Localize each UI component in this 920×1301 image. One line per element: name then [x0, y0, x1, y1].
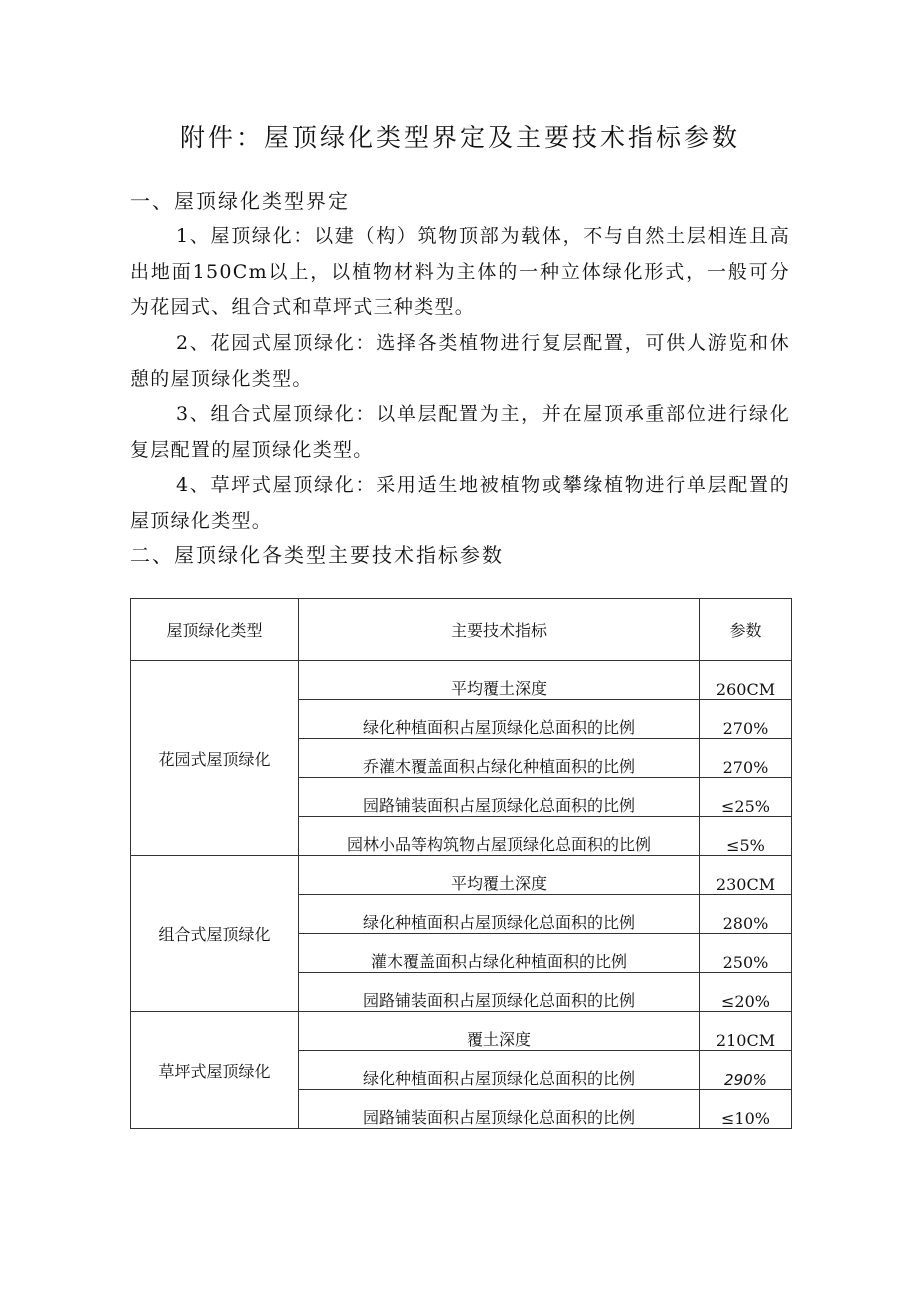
indicator-cell: 园路铺装面积占屋顶绿化总面积的比例: [299, 1090, 700, 1129]
table-row: [131, 856, 792, 895]
indicator-cell: 绿化种植面积占屋顶绿化总面积的比例: [299, 1051, 700, 1090]
value-cell: 250%: [700, 934, 792, 973]
indicator-cell: 灌木覆盖面积占绿化种植面积的比例: [299, 934, 700, 973]
table-header-row: [131, 599, 792, 661]
header-indicator: 主要技术指标: [299, 599, 700, 661]
page-title: 附件：屋顶绿化类型界定及主要技术指标参数: [179, 123, 740, 152]
table-row: [131, 1012, 792, 1051]
header-type: 屋顶绿化类型: [131, 599, 299, 661]
indicator-cell: 园林小品等构筑物占屋顶绿化总面积的比例: [299, 817, 700, 856]
indicator-cell: 覆土深度: [299, 1012, 700, 1051]
value-cell: 210CM: [700, 1012, 792, 1051]
section-2-heading: 二、屋顶绿化各类型主要技术指标参数: [130, 543, 504, 567]
indicator-cell: 平均覆土深度: [299, 856, 700, 895]
value-cell: ≤25%: [700, 778, 792, 817]
type-cell-lawn: 草坪式屋顶绿化: [131, 1012, 299, 1129]
indicator-cell: 绿化种植面积占屋顶绿化总面积的比例: [299, 700, 700, 739]
value-cell: 270%: [700, 739, 792, 778]
indicator-cell: 绿化种植面积占屋顶绿化总面积的比例: [299, 895, 700, 934]
value-cell: 260CM: [700, 661, 792, 700]
value-cell: 290%: [700, 1051, 792, 1090]
section-1-heading: 一、屋顶绿化类型界定: [130, 189, 350, 213]
paragraph-3: 3、组合式屋顶绿化：以单层配置为主，并在屋顶承重部位进行绿化复层配置的屋顶绿化类型。: [130, 403, 790, 461]
value-cell: ≤20%: [700, 973, 792, 1012]
indicator-cell: 园路铺装面积占屋顶绿化总面积的比例: [299, 778, 700, 817]
type-cell-garden: 花园式屋顶绿化: [131, 661, 299, 856]
value-cell: 270%: [700, 700, 792, 739]
paragraph-2: 2、花园式屋顶绿化：选择各类植物进行复层配置，可供人游览和休憩的屋顶绿化类型。: [130, 332, 790, 390]
value-cell: ≤5%: [700, 817, 792, 856]
value-cell: ≤10%: [700, 1090, 792, 1129]
type-cell-combined: 组合式屋顶绿化: [131, 856, 299, 1012]
indicator-cell: 乔灌木覆盖面积占绿化种植面积的比例: [299, 739, 700, 778]
technical-indicators-table: [130, 598, 792, 1129]
value-cell: 230CM: [700, 856, 792, 895]
table-row: [131, 661, 792, 700]
paragraph-1: 1、屋顶绿化：以建（构）筑物顶部为载体，不与自然土层相连且高出地面150Cm以上，以植物材料为主体的一种立体绿化形式，一般可分为花园式、组合式和草坪式三种类型。: [130, 225, 790, 318]
indicator-cell: 平均覆土深度: [299, 661, 700, 700]
header-value: 参数: [700, 599, 792, 661]
indicator-cell: 园路铺装面积占屋顶绿化总面积的比例: [299, 973, 700, 1012]
paragraph-4: 4、草坪式屋顶绿化：采用适生地被植物或攀缘植物进行单层配置的屋顶绿化类型。: [130, 474, 790, 532]
value-cell: 280%: [700, 895, 792, 934]
